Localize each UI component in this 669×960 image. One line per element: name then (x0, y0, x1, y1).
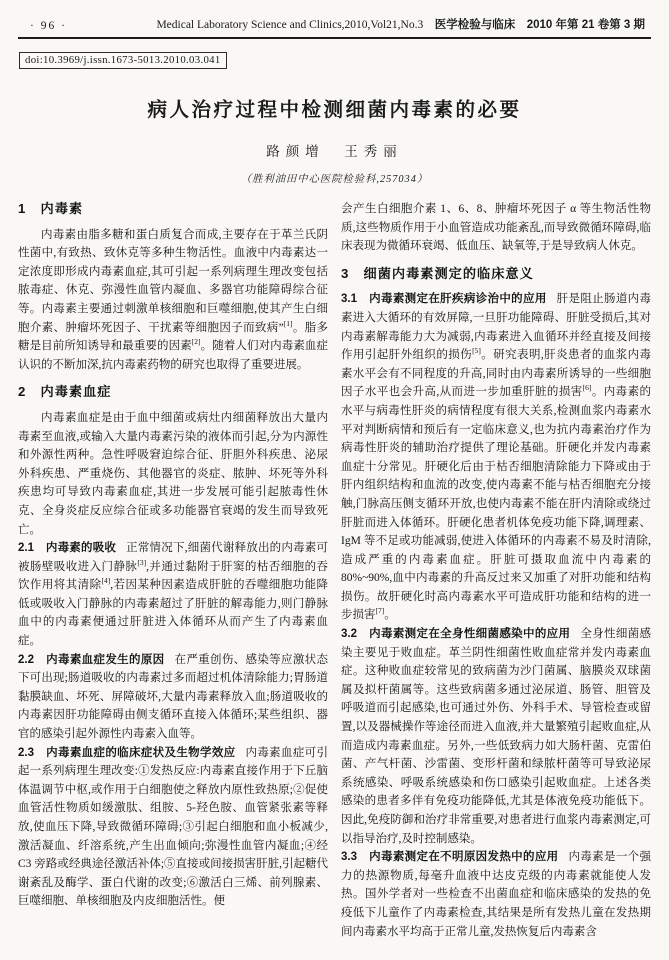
continuation-paragraph (341, 200, 651, 256)
paragraph-text: 内毒素血症可引起一系列病理生理改变:①发热反应:内毒素直接作用于下丘脑体温调节中枢,或作用于白细胞使之释放内原性致热原;②促使血管活性物质如缓激肽、组胺、5-羟色胺、血管紧张素等释放,使血压下降,导致微循环障碍;③引起白细胞和血小板减少,激活凝血、纤溶系统,产生出血倾向;弥漫性血管内凝血;④经 C3 旁路或经典途径激活补体;⑤直接或间接损害肝脏,引起糖代谢紊乱及酶学、蛋白代谢的改变;⑥激活白三烯、前列腺素、巨噬细胞、单核细胞及内皮细胞活性。便 (18, 746, 328, 908)
journal-name-chinese: 医学检验与临床 2010 年第 21 卷第 3 期 (434, 19, 645, 31)
subsection-label: 3.3 内毒素测定在不明原因发热中的应用 (341, 851, 559, 864)
subsection-label: 2.1 内毒素的吸收 (18, 542, 117, 555)
section-heading-1: 1 内毒素 (18, 201, 84, 216)
subsection-label: 3.2 内毒素测定在全身性细菌感染中的应用 (341, 628, 571, 641)
paragraph-text: 全身性细菌感染主要见于败血症。革兰阴性细菌性败血症常并发内毒素血症。这种败血症较常见的致病菌为沙门菌属、脑膜炎双球菌属及拟杆菌属等。这些致病菌多通过泌尿道、肠管、胆管及呼吸道而引起感染,也可通过外伤、外科手术、导管检查或留置,以及器械操作等途径而进入血液,并大量繁殖引起败血症,从而造成内毒素血症。另外,一些低致病力如大肠杆菌、克雷伯菌、产气杆菌、沙雷菌、变形杆菌和绿脓杆菌等可导致泌尿系统感染、呼吸系统感染和伤口感染引起败血症。上述各类感染的患者多伴有免疫功能降低,尤其是体液免疫功能低下。因此,免疫防御和治疗非常重要,对患者进行血浆内毒素测定,可以指导治疗,及时控制感染。 (341, 628, 651, 845)
journal-name-english: Medical Laboratory Science and Clinics,2010,Vol21,No.3 (156, 19, 424, 31)
paragraph-text: 会产生白细胞介素 1、6、8、肿瘤坏死因子 α 等生物活性物质,这些物质作用于小血管造成功能紊乱,而导致微循环障碍,临床表现为微循环衰竭、低血压、缺氧等,于是导致病人休克。 (341, 203, 651, 253)
subsection-3-1 (341, 290, 651, 625)
paragraph (18, 226, 328, 375)
paragraph-text: 内毒素是一个强力的热源物质,每毫升血液中达皮克级的内毒素就能使人发热。国外学者对一些检查不出菌血症和临床感染的发热的免疫低下儿童作了内毒素检查,其结果是所有发热儿童在发热期间内毒素水平均高于正常儿童,发热恢复后内毒素含 (341, 851, 651, 938)
paragraph-text: 内毒素血症是由于血中细菌或病灶内细菌释放出大量内毒素至血液,或输入大量内毒素污染的液体而引起,分为内源性和外源性两种。急性呼吸窘迫综合征、肝胆外科疾患、泌尿外科疾患、严重烧伤、其他器官的炎症、脓肿、坏死等外科疾患均可导致内毒素血症,其进一步发展可能引起脓毒性休克、全身炎症反应综合征或多功能器官衰竭的发生而导致死亡。 (18, 411, 328, 536)
right-column (341, 200, 651, 942)
article-body (18, 200, 651, 942)
paragraph-text: 正常情况下,细菌代谢释放出的内毒素可被肠壁吸收进入门静脉[3],并通过黏附于肝窦的枯否细胞的吞饮作用将其清除[4],若因某种因素造成肝脏的吞噬细胞功能降低或吸收入门静脉的内毒素超过了肝脏的解毒能力,则门静脉血中的内毒素便通过肝脏进入体循环从而产生了内毒素血症。 (18, 542, 329, 648)
page-number: · 96 · (30, 20, 67, 32)
paragraph-text: 在严重创伤、感染等应激状态下可出现;肠道吸收的内毒素过多而超过机体清除能力;胃肠道黏膜缺血、坏死、屏障破坏,大量内毒素释放入血;肠道吸收的内毒素因肝功能障碍由侧支循环直接入体循环;某些组织、器官的感染引起外源性内毒素入血等。 (18, 653, 328, 741)
journal-info (156, 16, 645, 32)
paragraph-text: 肝是阻止肠道内毒素进入大循环的有效屏障,一旦肝功能障碍、肝脏受损后,其对内毒素解毒能力大为减弱,内毒素进入血循环并经直接及间接作用引起肝外组织的损伤[5]。研究表明,肝炎患者的血浆内毒素水平会有不同程度的升高,同时由内毒素所诱导的一些细胞因子水平也会升高,从而进一步加重肝脏的损害[6]。内毒素的水平与病毒性肝炎的病情程度有很大关系,检测血浆内毒素水平对判断病情和预后有一定临床意义,也为抗内毒素治疗作为病毒性肝炎的辅助治疗提供了理论基础。肝硬化并发内毒素血症十分常见。肝硬化后由于枯否细胞清除能力下降或由于肝内组织结构和血流的改变,使内毒素不能与枯否细胞充分接触,门脉高压侧支循环开放,也使内毒素不能在肝内清除或绕过肝脏而进入体循环。肝硬化患者机体免疫功能下降,调理素、IgM 等不足或功能减弱,使进入体循环的内毒素不易及时清除,造成严重的内毒素血症。肝脏可摄取血流中内毒素的 80%~90%,血中内毒素的升高反过来又加重了对肝功能和结构损伤。故肝硬化时高内毒素水平可造成肝功能和结构的进一步损害[7]。 (341, 293, 651, 622)
subsection-label: 3.1 内毒素测定在肝疾病诊治中的应用 (341, 293, 547, 306)
authors: 路颜增 王秀丽 (266, 144, 403, 159)
section-heading-2: 2 内毒素血症 (18, 384, 112, 400)
section-heading-3: 3 细菌内毒素测定的临床意义 (341, 265, 534, 281)
affiliation: （胜利油田中心医院检验科,257034） (240, 174, 429, 185)
subsection-3-2 (341, 625, 651, 848)
subsection-label: 2.2 内毒素血症发生的原因 (18, 653, 165, 666)
paragraph-text: 内毒素由脂多糖和蛋白质复合而成,主要存在于革兰氏阴性菌中,有致热、致休克等多种生物活性。血液中内毒素达一定浓度即形成内毒素血症,其可引起一系列病理生理改变包括脓毒症、休克、弥漫性血管内凝血、多器官功能障碍综合征等。内毒素主要通过刺激单核细胞和巨噬细胞,使其产生白细胞介素、肿瘤坏死因子、干扰素等细胞因子而致病”[1]。脂多糖是目前所知诱导和最重要的因素[2]。随着人们对内毒素血症认识的不断加深,抗内毒素药物的研究也取得了重要进展。 (18, 228, 329, 371)
subsection-2-2 (18, 651, 328, 744)
subsection-3-3 (341, 848, 651, 941)
doi-box: doi:10.3969/j.issn.1673-5013.2010.03.041 (19, 52, 227, 69)
paragraph (18, 409, 328, 539)
spacer (426, 19, 432, 31)
subsection-2-3 (18, 744, 328, 911)
article-title: 病人治疗过程中检测细菌内毒素的必要 (147, 99, 522, 121)
running-head (18, 14, 651, 39)
left-column (18, 200, 328, 942)
subsection-2-1 (18, 539, 328, 651)
subsection-label: 2.3 内毒素血症的临床症状及生物学效应 (18, 746, 236, 759)
